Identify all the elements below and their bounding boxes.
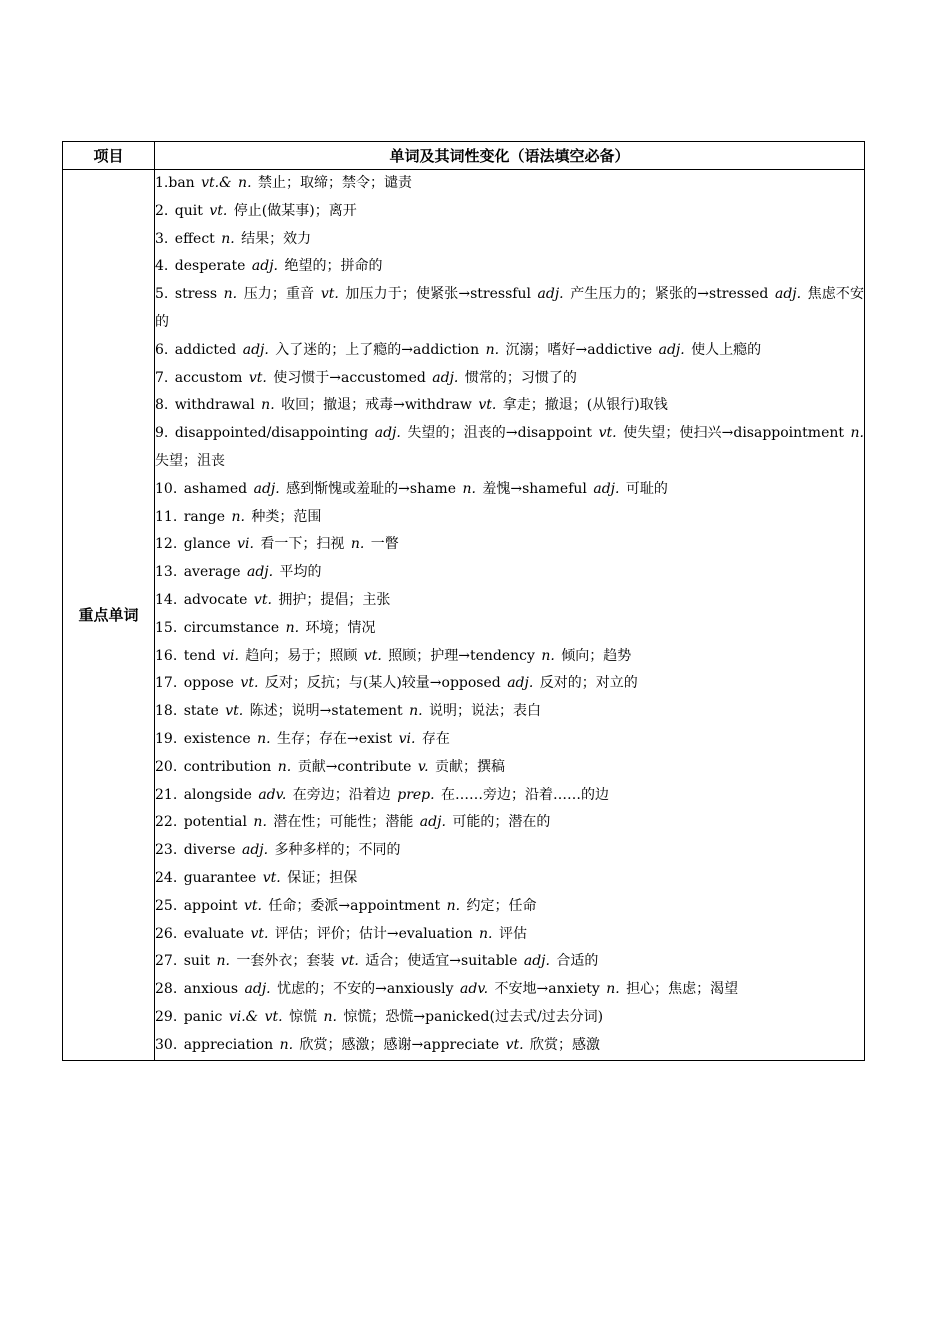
part-of-speech: vi. — [222, 647, 239, 664]
vocab-entry: 15. circumstance n. 环境；情况 — [155, 619, 376, 636]
entries-cell — [155, 170, 865, 1061]
vocab-entry: 24. guarantee vt. 保证；担保 — [155, 869, 358, 886]
vocab-entry: 26. evaluate vt. 评估；评价；估计→evaluation n. 评估 — [155, 925, 527, 942]
vocab-entry: 19. existence n. 生存；存在→exist vi. 存在 — [155, 730, 450, 747]
vocab-entry: 13. average adj. 平均的 — [155, 564, 322, 581]
vocab-row — [63, 170, 865, 1061]
part-of-speech: adj. — [523, 953, 550, 970]
vocab-entry: 18. state vt. 陈述；说明→statement n. 说明；说法；表白 — [155, 703, 542, 720]
part-of-speech: vt. — [262, 869, 281, 886]
vocab-entry: 9. disappointed/disappointing adj. 失望的；沮丧的→disappoint vt. 使失望；使扫兴→disappointment n. 失望；沮丧 — [155, 425, 864, 469]
vocab-entry: 27. suit n. 一套外衣；套装 vt. 适合；使适宜→suitable adj. 合适的 — [155, 953, 599, 970]
part-of-speech: adj. — [242, 341, 269, 358]
part-of-speech: adj. — [432, 369, 459, 386]
part-of-speech: n. — [261, 397, 275, 414]
vocab-entry: 4. desperate adj. 绝望的；拼命的 — [155, 258, 383, 275]
part-of-speech: n. — [257, 730, 271, 747]
header-item: 项目 — [63, 142, 155, 170]
vocab-entry: 30. appreciation n. 欣赏；感激；感谢→appreciate vt. 欣赏；感激 — [155, 1036, 601, 1053]
vocab-entry: 22. potential n. 潜在性；可能性；潜能 adj. 可能的；潜在的 — [155, 814, 551, 831]
part-of-speech: n. — [850, 425, 864, 442]
header-row — [63, 142, 865, 170]
vocab-entry: 8. withdrawal n. 收回；撤退；戒毒→withdraw vt. 拿走；撤退；(从银行)取钱 — [155, 397, 668, 414]
part-of-speech: adj. — [593, 480, 620, 497]
part-of-speech: n. — [238, 175, 252, 191]
part-of-speech: adj. — [251, 258, 278, 275]
part-of-speech: n. — [323, 1008, 337, 1025]
part-of-speech: n. — [285, 619, 300, 636]
part-of-speech: vt. — [478, 397, 497, 414]
vocab-entry: 6. addicted adj. 入了迷的；上了瘾的→addiction n. 沉溺；嗜好→addictive adj. 使人上瘾的 — [155, 341, 762, 358]
part-of-speech: vt. — [243, 897, 262, 914]
part-of-speech: adj. — [537, 286, 564, 303]
part-of-speech: n. — [541, 647, 555, 664]
vocab-entry: 1.ban vt.& n. 禁止；取缔；禁令；谴责 — [155, 175, 412, 191]
part-of-speech: vt. — [320, 286, 339, 303]
part-of-speech: n. — [277, 758, 292, 775]
part-of-speech: n. — [606, 981, 620, 998]
part-of-speech: vt. — [209, 202, 228, 219]
header-words: 单词及其词性变化（语法填空必备） — [155, 142, 865, 170]
part-of-speech: adj. — [419, 814, 446, 831]
vocab-entry: 3. effect n. 结果；效力 — [155, 230, 312, 247]
entries-list — [155, 170, 864, 1060]
vocab-entry: 29. panic vi.& vt. 惊慌 n. 惊慌；恐慌→panicked(过去式/过去分词) — [155, 1008, 604, 1025]
vocabulary-table — [62, 141, 865, 1061]
part-of-speech: n. — [253, 814, 267, 831]
part-of-speech: vt. — [248, 369, 267, 386]
part-of-speech: vt. — [598, 425, 617, 442]
part-of-speech: vt. — [264, 1008, 283, 1025]
part-of-speech: adv. — [258, 786, 287, 803]
part-of-speech: adv. — [460, 981, 489, 998]
vocab-entry: 12. glance vi. 看一下；扫视 n. 一瞥 — [155, 536, 399, 553]
part-of-speech: v. — [417, 758, 429, 775]
vocab-entry: 10. ashamed adj. 感到惭愧或羞耻的→shame n. 羞愧→shameful adj. 可耻的 — [155, 480, 668, 497]
part-of-speech: n. — [350, 536, 365, 553]
vocab-entry: 21. alongside adv. 在旁边；沿着边 prep. 在……旁边；沿着……的边 — [155, 786, 610, 803]
part-of-speech: n. — [216, 953, 230, 970]
part-of-speech: n. — [485, 341, 500, 358]
part-of-speech: n. — [231, 508, 245, 525]
part-of-speech: adj. — [244, 981, 271, 998]
part-of-speech: vt.& — [201, 175, 232, 191]
part-of-speech: vt. — [253, 591, 272, 608]
vocab-entry: 20. contribution n. 贡献→contribute v. 贡献；撰稿 — [155, 758, 506, 775]
vocab-entry: 11. range n. 种类；范围 — [155, 508, 322, 525]
vocab-entry: 7. accustom vt. 使习惯于→accustomed adj. 惯常的；习惯了的 — [155, 369, 577, 386]
part-of-speech: n. — [446, 897, 461, 914]
part-of-speech: n. — [223, 286, 238, 303]
part-of-speech: adj. — [507, 675, 534, 692]
part-of-speech: vi.& — [228, 1008, 259, 1025]
vocab-entry: 28. anxious adj. 忧虑的；不安的→anxiously adv. 不安地→anxiety n. 担心；焦虑；渴望 — [155, 981, 739, 998]
vocab-entry: 23. diverse adj. 多种多样的；不同的 — [155, 842, 401, 859]
part-of-speech: prep. — [397, 786, 435, 803]
part-of-speech: adj. — [241, 842, 269, 859]
vocab-entry: 16. tend vi. 趋向；易于；照顾 vt. 照顾；护理→tendency n. 倾向；趋势 — [155, 647, 632, 664]
part-of-speech: vt. — [225, 703, 244, 720]
part-of-speech: vt. — [505, 1036, 524, 1053]
part-of-speech: vt. — [250, 925, 269, 942]
part-of-speech: n. — [279, 1036, 294, 1053]
part-of-speech: vt. — [240, 675, 259, 692]
part-of-speech: vt. — [363, 647, 382, 664]
part-of-speech: adj. — [374, 425, 401, 442]
part-of-speech: adj. — [774, 286, 802, 303]
part-of-speech: adj. — [253, 480, 280, 497]
part-of-speech: n. — [221, 230, 235, 247]
vocab-entry: 5. stress n. 压力；重音 vt. 加压力于；使紧张→stressful adj. 产生压力的；紧张的→stressed adj. 焦虑不安的 — [155, 286, 865, 330]
category-cell: 重点单词 — [63, 170, 155, 1061]
part-of-speech: adj. — [658, 341, 685, 358]
vocab-entry: 17. oppose vt. 反对；反抗；与(某人)较量→opposed adj. 反对的；对立的 — [155, 675, 638, 692]
vocab-entry: 2. quit vt. 停止(做某事)；离开 — [155, 202, 357, 219]
vocab-entry: 14. advocate vt. 拥护；提倡；主张 — [155, 591, 391, 608]
part-of-speech: vi. — [237, 536, 254, 553]
part-of-speech: n. — [479, 925, 493, 942]
part-of-speech: vi. — [398, 730, 416, 747]
part-of-speech: n. — [409, 703, 423, 720]
part-of-speech: vt. — [340, 953, 359, 970]
part-of-speech: n. — [462, 480, 476, 497]
vocab-entry: 25. appoint vt. 任命；委派→appointment n. 约定；任命 — [155, 897, 537, 914]
part-of-speech: adj. — [247, 564, 274, 581]
